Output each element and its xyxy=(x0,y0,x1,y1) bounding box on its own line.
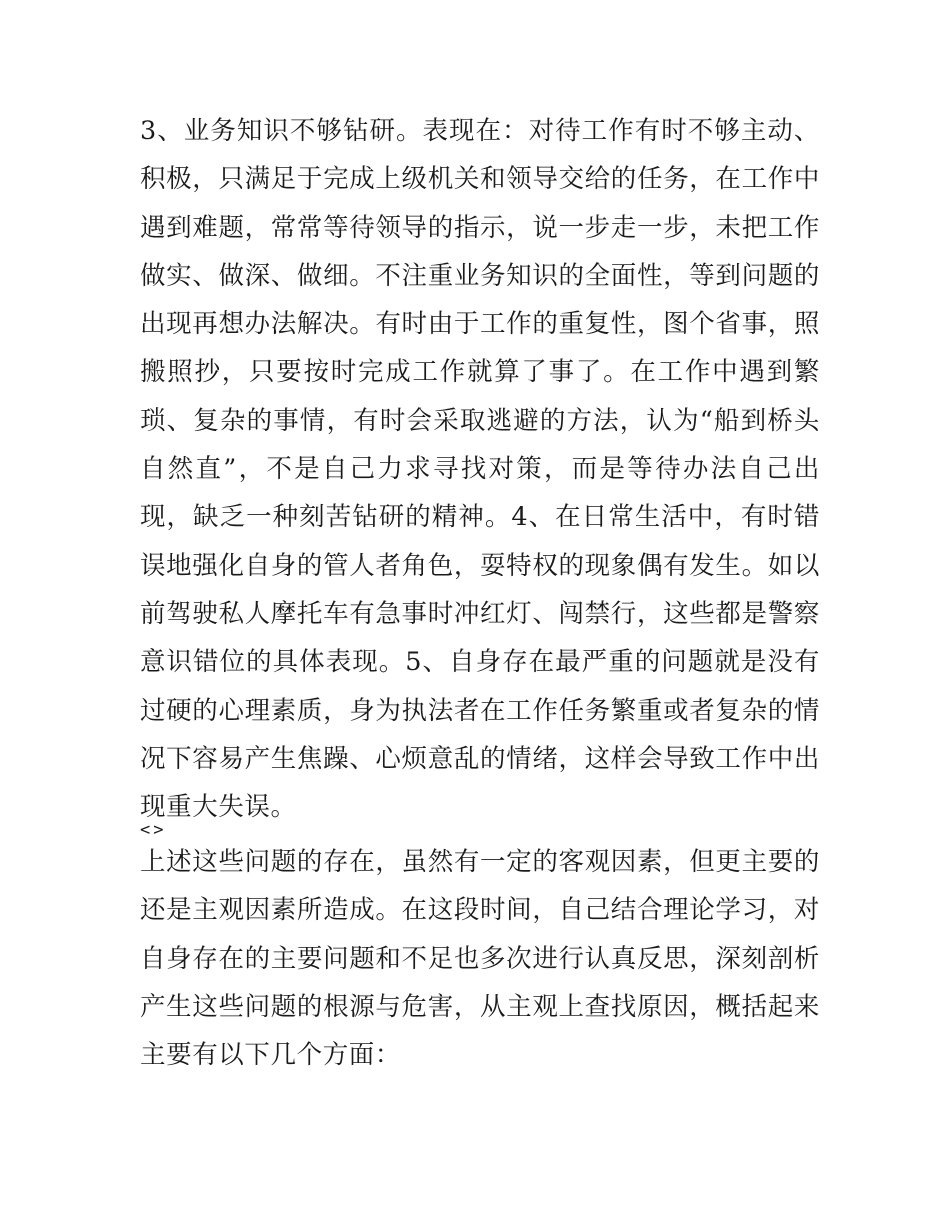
body-paragraph-causes: 上述这些问题的存在，虽然有一定的客观因素，但更主要的还是主观因素所造成。在这段时间，自己结合理论学习，对自身存在的主要问题和不足也多次进行认真反思，深刻剖析产生这些问题的根源与危害，从主观上查找原因，概括起来主要有以下几个方面： xyxy=(140,847,820,1071)
section-separator: <> xyxy=(140,820,167,840)
body-paragraph-problems: 3、业务知识不够钻研。表现在：对待工作有时不够主动、积极，只满足于完成上级机关和领导交给的任务，在工作中遇到难题，常常等待领导的指示，说一步走一步，未把工作做实、做深、做细。不注重业务知识的全面性，等到问题的出现再想办法解决。有时由于工作的重复性，图个省事，照搬照抄，只要按时完成工作就算了事了。在工作中遇到繁琐、复杂的事情，有时会采取逃避的方法，认为“船到桥头自然直”，不是自己力求寻找对策，而是等待办法自己出现，缺乏一种刻苦钻研的精神。4、在日常生活中，有时错误地强化自身的管人者角色，耍特权的现象偶有发生。如以前驾驶私人摩托车有急事时冲红灯、闯禁行，这些都是警察意识错位的具体表现。5、自身存在最严重的问题就是没有过硬的心理素质，身为执法者在工作任务繁重或者复杂的情况下容易产生焦躁、心烦意乱的情绪，这样会导致工作中出现重大失误。 xyxy=(140,116,820,823)
